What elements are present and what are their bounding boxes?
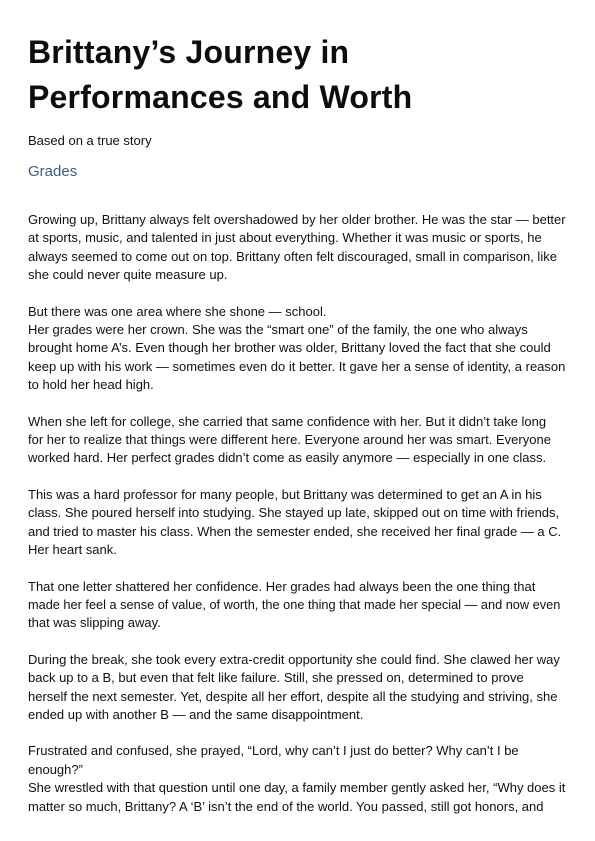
paragraph-line: at sports, music, and talented in just about everything. Whether it was music or sports, he: [28, 230, 542, 246]
paragraph-line: always seemed to come out on top. Brittany often felt discouraged, small in comparison, like: [28, 248, 557, 264]
paragraph-line: Her heart sank.: [28, 542, 117, 558]
paragraph-line: class. She poured herself into studying. She stayed up late, skipped out on time with friends,: [28, 505, 560, 521]
paragraph-1: [28, 211, 567, 285]
paragraph-line: keep up with his work — sometimes even do it better. It gave her a sense of identity, a reason: [28, 358, 566, 374]
paragraph-line: She wrestled with that question until one day, a family member gently asked her, “Why does it: [28, 780, 566, 796]
paragraph-line: herself the next semester. Yet, despite all her effort, despite all the studying and striving, she: [28, 688, 558, 704]
paragraph-line: for her to realize that things were different here. Everyone around her was smart. Everyone: [28, 432, 551, 448]
paragraph-line: to hold her head high.: [28, 377, 154, 393]
paragraph-line: that was slipping away.: [28, 615, 161, 631]
paragraph-line: During the break, she took every extra-credit opportunity she could find. She clawed her way: [28, 651, 560, 667]
paragraph-line: But there was one area where she shone — school.: [28, 303, 327, 319]
paragraph-3: [28, 413, 567, 468]
paragraph-line: Her grades were her crown. She was the “smart one” of the family, the one who always: [28, 322, 528, 338]
paragraph-line: back up to a B, but even that felt like failure. Still, she pressed on, determined to prove: [28, 670, 524, 686]
paragraph-line: That one letter shattered her confidence. Her grades had always been the one thing that: [28, 578, 536, 594]
paragraph-line: and tried to master his class. When the semester ended, she received her final grade — a C.: [28, 523, 562, 539]
paragraph-line: worked hard. Her perfect grades didn’t come as easily anymore — especially in one class.: [28, 450, 547, 466]
document-subtitle: Based on a true story: [28, 133, 152, 148]
paragraph-2: [28, 303, 567, 395]
paragraph-line: brought home A’s. Even though her brother was older, Brittany loved the fact that she could: [28, 340, 551, 356]
paragraph-4: [28, 486, 567, 560]
paragraph-line: This was a hard professor for many people, but Brittany was determined to get an A in his: [28, 486, 542, 502]
paragraph-line: enough?”: [28, 761, 83, 777]
paragraph-line: made her feel a sense of value, of worth, the one thing that made her special — and now even: [28, 596, 561, 612]
story-body: [28, 211, 567, 816]
paragraph-line: she could never quite measure up.: [28, 267, 228, 283]
paragraph-7: [28, 742, 567, 816]
title-line-2: Performances and Worth: [28, 79, 413, 115]
paragraph-line: When she left for college, she carried that same confidence with her. But it didn’t take long: [28, 413, 547, 429]
title-line-1: Brittany’s Journey in: [28, 34, 350, 70]
document-title: [28, 30, 567, 120]
paragraph-5: [28, 578, 567, 633]
paragraph-line: Frustrated and confused, she prayed, “Lord, why can’t I just do better? Why can’t I be: [28, 743, 519, 759]
section-heading-grades: Grades: [28, 163, 78, 180]
paragraph-6: [28, 651, 567, 725]
paragraph-line: matter so much, Brittany? A ‘B’ isn’t the end of the world. You passed, still got honors, and: [28, 798, 544, 814]
paragraph-line: Growing up, Brittany always felt overshadowed by her older brother. He was the star — better: [28, 212, 566, 227]
paragraph-line: ended up with another B — and the same disappointment.: [28, 706, 364, 722]
